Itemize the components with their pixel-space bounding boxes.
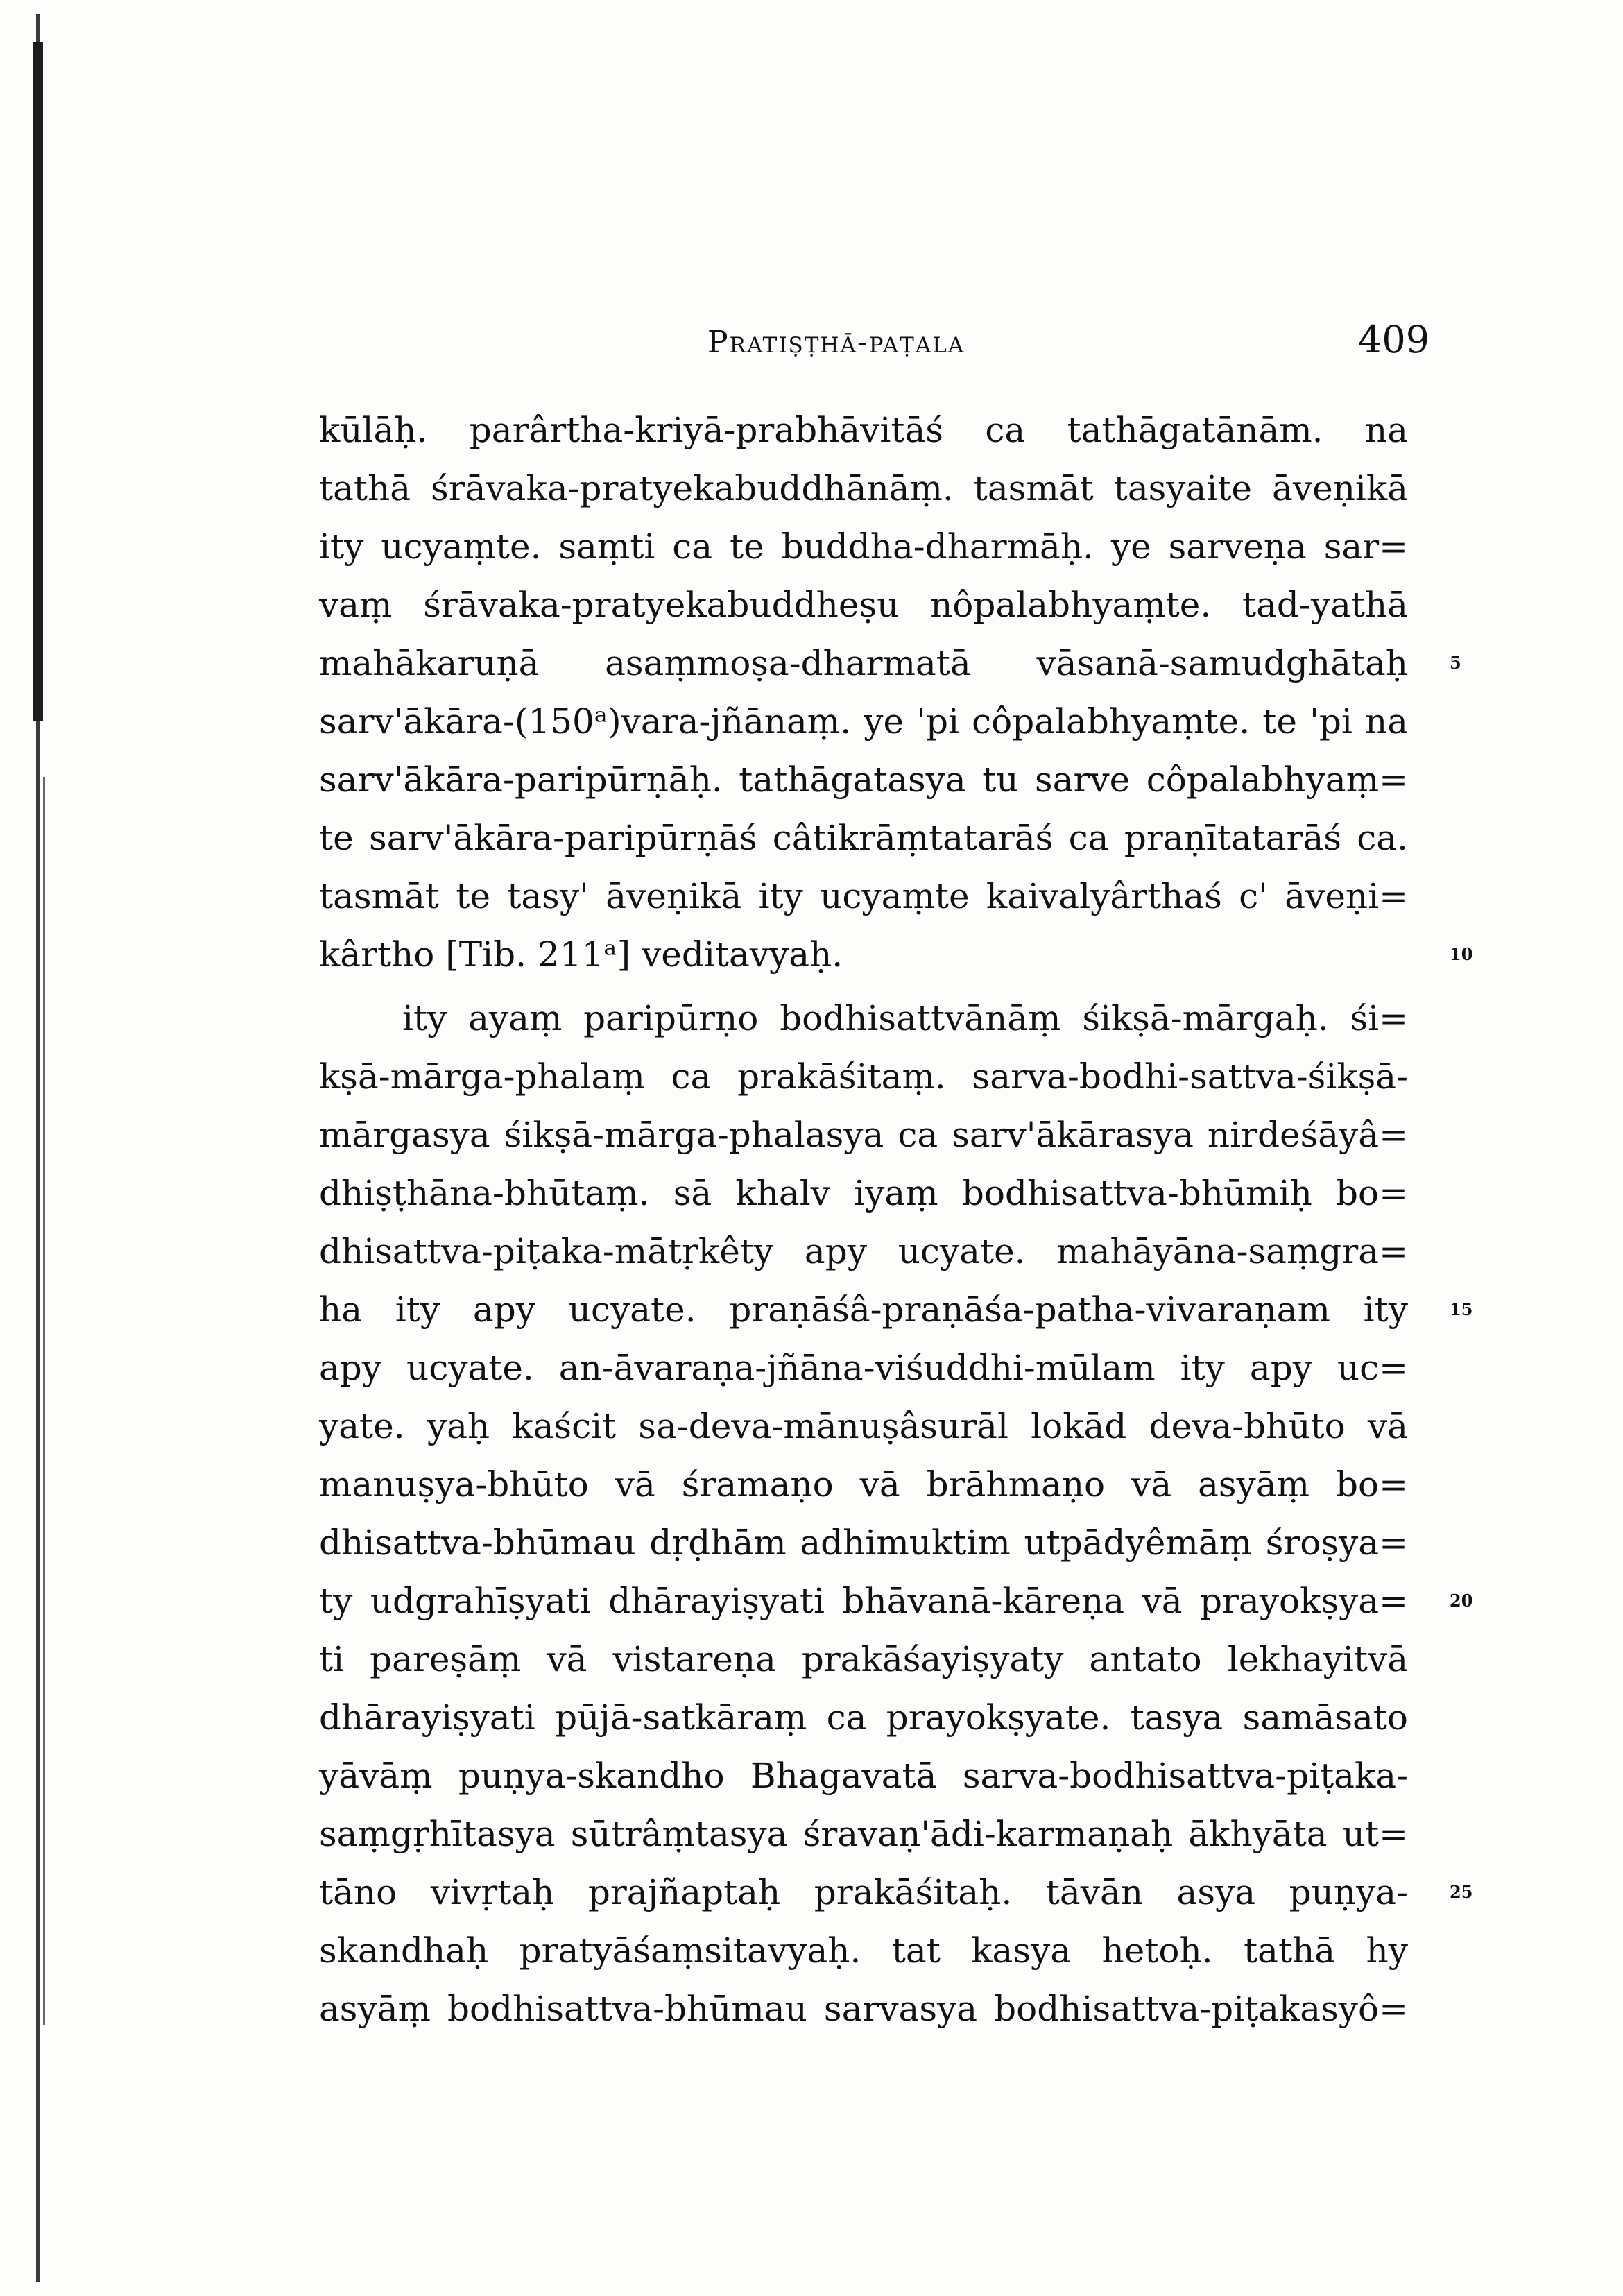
text-line: tāno vivṛtaḥ prajñaptaḥ prakāśitaḥ. tāvān asya puṇya- — [319, 1872, 1408, 1912]
text-line: yāvāṃ puṇya-skandho Bhagavatā sarva-bodhisattva-piṭaka- — [319, 1756, 1408, 1796]
text-line: skandhaḥ pratyāśaṃsitavyaḥ. tat kasya hetoḥ. tathā hy — [319, 1930, 1408, 1971]
margin-line-number: 10 — [1450, 944, 1473, 964]
text-line: asyāṃ bodhisattva-bhūmau sarvasya bodhisattva-piṭakasyô= — [319, 1989, 1408, 2029]
text-line: kṣā-mārga-phalaṃ ca prakāśitaṃ. sarva-bodhi-sattva-śikṣā- — [319, 1056, 1408, 1097]
text-line: ti pareṣāṃ vā vistareṇa prakāśayiṣyaty antato lekhayitvā — [319, 1639, 1408, 1679]
text-line: sarv'ākāra-(150ᵃ)vara-jñānaṃ. ye 'pi côpalabhyaṃte. te 'pi na — [319, 701, 1408, 742]
text-line: tasmāt te tasy' āveṇikā ity ucyaṃte kaivalyârthaś c' āveṇi= — [319, 876, 1408, 916]
text-line: mārgasya śikṣā-mārga-phalasya ca sarv'ākārasya nirdeśāyâ= — [319, 1115, 1408, 1155]
binding-edge-artifact — [26, 14, 54, 2282]
paragraph-start-line: ity ayaṃ paripūrṇo bodhisattvānāṃ śikṣā-mārgaḥ. śi= — [402, 998, 1408, 1038]
text-line: te sarv'ākāra-paripūrṇāś câtikrāṃtatarāś ca praṇītatarāś ca. — [319, 818, 1408, 858]
text-line: sarv'ākāra-paripūrṇāḥ. tathāgatasya tu sarve côpalabhyaṃ= — [319, 760, 1408, 800]
text-line: yate. yaḥ kaścit sa-deva-mānuṣâsurāl lokād deva-bhūto vā — [319, 1406, 1408, 1446]
page-number: 409 — [1358, 318, 1430, 361]
binding-line-thick — [33, 42, 43, 721]
margin-line-number: 5 — [1450, 653, 1461, 673]
margin-line-number: 20 — [1450, 1591, 1473, 1611]
text-line: dhārayiṣyati pūjā-satkāraṃ ca prayokṣyate. tasya samāsato — [319, 1697, 1408, 1738]
text-line: ha ity apy ucyate. praṇāśâ-praṇāśa-patha-vivaraṇam ity — [319, 1290, 1408, 1330]
text-line: kârtho [Tib. 211ᵃ] veditavyaḥ. — [319, 934, 843, 975]
running-head: Pratiṣṭhā-paṭala — [707, 325, 965, 360]
text-line: ty udgrahīṣyati dhārayiṣyati bhāvanā-kāreṇa vā prayokṣya= — [319, 1581, 1408, 1621]
text-line: ity ucyaṃte. saṃti ca te buddha-dharmāḥ. ye sarveṇa sar= — [319, 526, 1408, 567]
text-line: apy ucyate. an-āvaraṇa-jñāna-viśuddhi-mūlam ity apy uc= — [319, 1348, 1408, 1388]
text-line: tathā śrāvaka-pratyekabuddhānāṃ. tasmāt tasyaite āveṇikā — [319, 468, 1408, 508]
binding-line-thin — [43, 777, 45, 2025]
text-line: vaṃ śrāvaka-pratyekabuddheṣu nôpalabhyaṃte. tad-yathā — [319, 585, 1408, 625]
text-line: dhisattva-bhūmau dṛḍhām adhimuktim utpādyêmāṃ śroṣya= — [319, 1523, 1408, 1563]
text-line: dhiṣṭhāna-bhūtaṃ. sā khalv iyaṃ bodhisattva-bhūmiḥ bo= — [319, 1173, 1408, 1213]
margin-line-number: 25 — [1450, 1882, 1473, 1902]
text-line: kūlāḥ. parârtha-kriyā-prabhāvitāś ca tathāgatānām. na — [319, 410, 1408, 450]
text-line: dhisattva-piṭaka-mātṛkêty apy ucyate. mahāyāna-saṃgra= — [319, 1231, 1408, 1271]
margin-line-number: 15 — [1450, 1299, 1473, 1319]
text-line: saṃgṛhītasya sūtrâṃtasya śravaṇ'ādi-karmaṇaḥ ākhyāta ut= — [319, 1814, 1408, 1854]
text-line: manuṣya-bhūto vā śramaṇo vā brāhmaṇo vā asyāṃ bo= — [319, 1464, 1408, 1505]
text-line: mahākaruṇā asaṃmoṣa-dharmatā vāsanā-samudghātaḥ — [319, 643, 1408, 683]
